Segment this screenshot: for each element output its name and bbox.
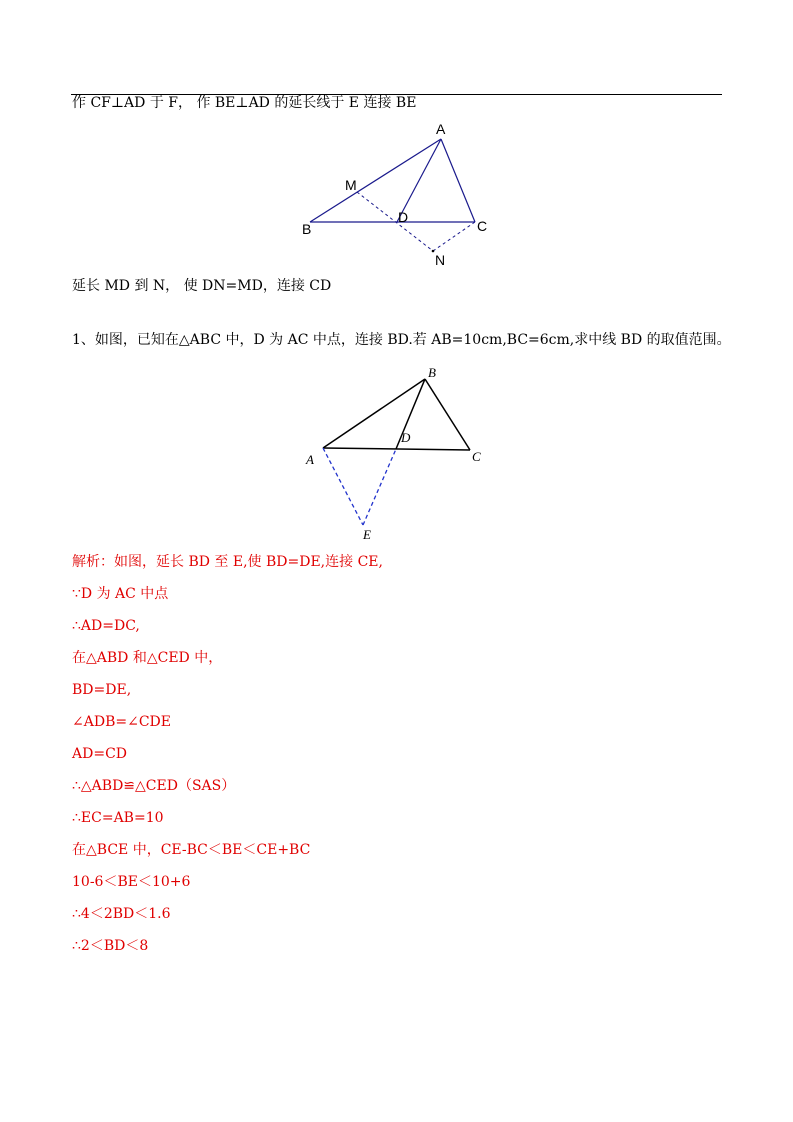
segment-AE-dashed — [323, 448, 363, 525]
solution-line-13: ∴2＜BD＜8 — [72, 938, 149, 954]
problem-statement: 1、如图，已知在△ABC 中，D 为 AC 中点，连接 BD.若 AB=10cm,BC=6cm,求中线 BD 的取值范围。 — [72, 332, 731, 348]
solution-line-11: 10-6＜BE＜10+6 — [72, 874, 191, 890]
solution-line-9: ∴EC=AB=10 — [72, 810, 164, 826]
segment-NC-dashed — [433, 222, 475, 251]
figure-2-triangle — [300, 362, 500, 547]
label-A: A — [306, 452, 314, 467]
solution-line-6: ∠ADB=∠CDE — [72, 714, 171, 730]
segment-AB — [310, 139, 441, 222]
label-B: B — [428, 365, 436, 380]
label-D: D — [398, 209, 409, 225]
solution-line-1: 解析：如图，延长 BD 至 E,使 BD=DE,连接 CE, — [72, 554, 383, 570]
solution-line-4: 在△ABD 和△CED 中， — [72, 650, 223, 666]
label-D: D — [401, 430, 411, 445]
segment-AC — [441, 139, 475, 222]
solution-line-10: 在△BCE 中，CE-BC＜BE＜CE+BC — [72, 842, 311, 858]
solution-line-3: ∴AD=DC, — [72, 618, 140, 634]
solution-line-7: AD=CD — [72, 746, 128, 762]
segment-BC — [425, 379, 470, 450]
label-B: B — [302, 221, 312, 237]
label-C: C — [472, 449, 481, 464]
label-E: E — [363, 527, 371, 542]
solution-line-8: ∴△ABD≌△CED（SAS） — [72, 778, 236, 794]
figure-1-triangle — [290, 115, 510, 275]
figure-1-caption: 延长 MD 到 N， 使 DN=MD，连接 CD — [72, 278, 332, 294]
intro-text: 作 CF⊥AD 于 F， 作 BE⊥AD 的延长线于 E 连接 BE — [72, 95, 417, 111]
segment-DE-dashed — [363, 449, 396, 525]
label-N: N — [435, 252, 446, 268]
solution-line-2: ∵D 为 AC 中点 — [72, 586, 169, 602]
label-C: C — [477, 218, 488, 234]
solution-line-12: ∴4＜2BD＜1.6 — [72, 906, 171, 922]
label-M: M — [345, 177, 357, 193]
solution-line-5: BD=DE, — [72, 682, 132, 698]
label-A: A — [436, 121, 446, 137]
